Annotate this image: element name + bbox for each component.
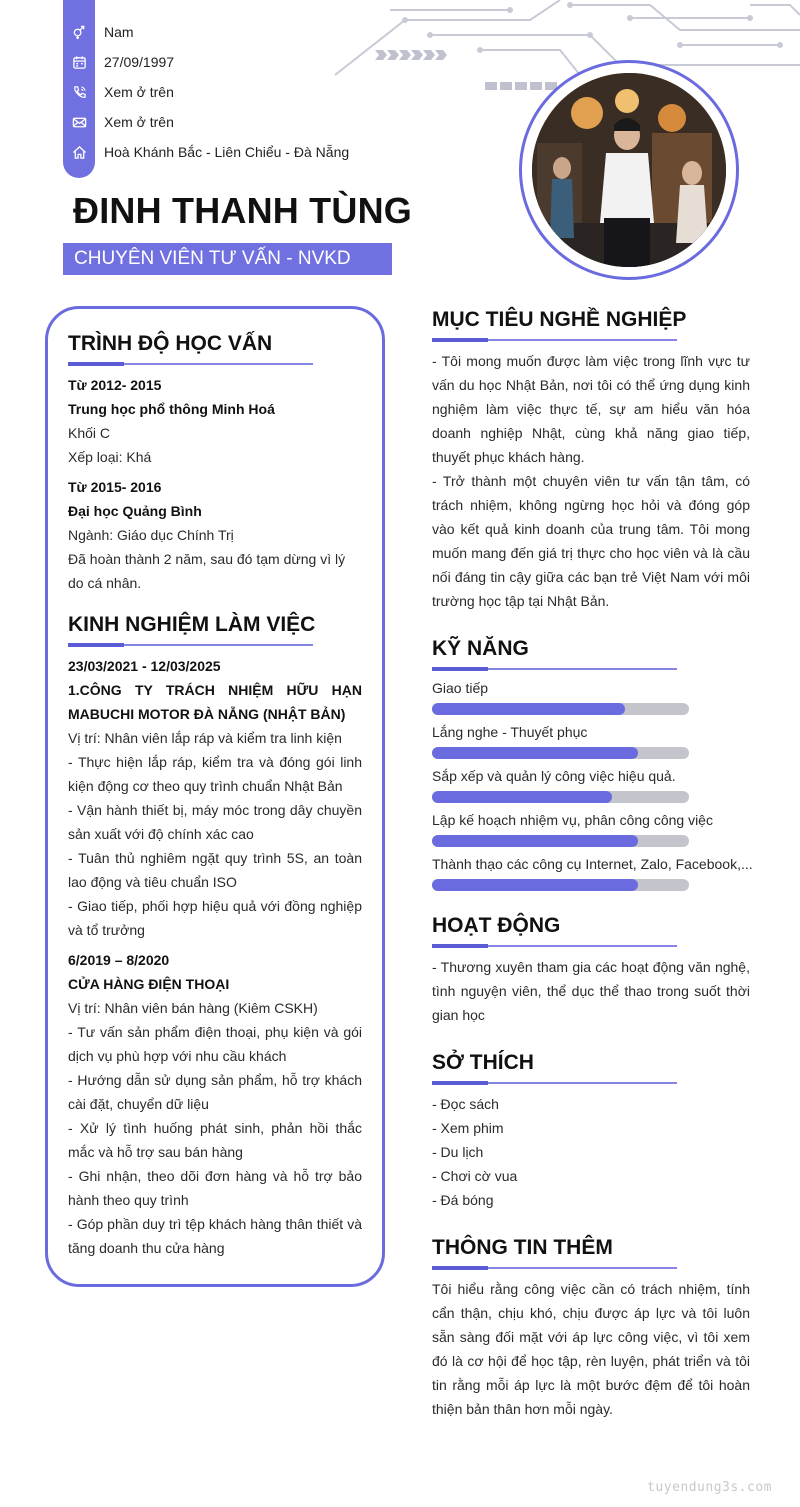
hobby-item: - Du lịch bbox=[432, 1144, 484, 1160]
experience-period: 6/2019 – 8/2020 bbox=[68, 952, 170, 968]
contact-address bbox=[63, 137, 349, 167]
education-detail: Đã hoàn thành 2 năm, sau đó tạm dừng vì lý do cá nhân. bbox=[68, 551, 346, 591]
skills-section bbox=[432, 635, 753, 891]
calendar-icon bbox=[63, 55, 95, 70]
hobby-item: - Chơi cờ vua bbox=[432, 1168, 518, 1184]
skill-name: Thành thạo các công cụ Internet, Zalo, Facebook,... bbox=[432, 856, 753, 872]
skill-bar-track bbox=[432, 791, 689, 803]
skill-name: Lắng nghe - Thuyết phục bbox=[432, 724, 588, 740]
hobbies-section bbox=[432, 1049, 750, 1212]
experience-company: CỬA HÀNG ĐIỆN THOẠI bbox=[68, 976, 230, 992]
home-icon bbox=[63, 145, 95, 160]
experience-task: - Xử lý tình huống phát sinh, phản hồi thắc mắc và hỗ trợ sau bán hàng bbox=[68, 1120, 362, 1160]
left-column bbox=[68, 330, 362, 1260]
skill-bar-fill bbox=[432, 703, 625, 715]
objective-section bbox=[432, 306, 750, 613]
experience-position: Vị trí: Nhân viên bán hàng (Kiêm CSKH) bbox=[68, 1000, 318, 1016]
experience-task: - Vận hành thiết bị, máy móc trong dây chuyền sản xuất với độ chính xác cao bbox=[68, 802, 362, 842]
address-text: Hoà Khánh Bắc - Liên Chiểu - Đà Nẵng bbox=[104, 144, 350, 160]
skill-bar-fill bbox=[432, 747, 638, 759]
objective-title: MỤC TIÊU NGHỀ NGHIỆP bbox=[432, 308, 687, 331]
skill-item bbox=[432, 766, 750, 803]
education-detail: Xếp loại: Khá bbox=[68, 449, 152, 465]
skill-name: Giao tiếp bbox=[432, 680, 489, 696]
experience-task: - Ghi nhận, theo dõi đơn hàng và hỗ trợ bảo hành theo quy trình bbox=[68, 1168, 362, 1208]
additional-info-underline bbox=[432, 1267, 677, 1269]
skill-item bbox=[432, 854, 753, 891]
experience-underline bbox=[68, 644, 313, 646]
experience-task: - Thực hiện lắp ráp, kiểm tra và đóng gói linh kiện động cơ theo quy trình chuẩn Nhật Bản bbox=[68, 754, 362, 794]
skill-name: Lập kế hoạch nhiệm vụ, phân công công việc bbox=[432, 812, 713, 828]
experience-task: - Tuân thủ nghiêm ngặt quy trình 5S, an toàn lao động và tiêu chuẩn ISO bbox=[68, 850, 362, 890]
objective-underline bbox=[432, 339, 677, 341]
skill-bar-track bbox=[432, 835, 689, 847]
skills-title: KỸ NĂNG bbox=[432, 637, 529, 660]
objective-paragraph: - Trở thành một chuyên viên tư vấn tận tâm, có trách nhiệm, không ngừng học hỏi và đóng góp vào kết quả kinh doanh của trung tâm. Tôi mong muốn mang đến giá trị thực cho học viên và là cầu nối đáng tin cậy giữa các bạn trẻ Việt Nam với môi trường học tập tại Nhật Bản. bbox=[432, 473, 750, 609]
activities-title: HOẠT ĐỘNG bbox=[432, 914, 561, 937]
experience-company: 1.CÔNG TY TRÁCH NHIỆM HỮU HẠN MABUCHI MOTOR ĐÀ NẴNG (NHẬT BẢN) bbox=[68, 682, 362, 722]
hobbies-underline bbox=[432, 1082, 677, 1084]
contact-list bbox=[63, 17, 349, 167]
contact-gender bbox=[63, 17, 349, 47]
hobby-item: - Đọc sách bbox=[432, 1096, 499, 1112]
skill-bar-fill bbox=[432, 835, 638, 847]
skills-underline bbox=[432, 668, 677, 670]
hobby-item: - Xem phim bbox=[432, 1120, 504, 1136]
experience-period: 23/03/2021 - 12/03/2025 bbox=[68, 658, 221, 674]
education-school: Đại học Quảng Bình bbox=[68, 503, 202, 519]
experience-position: Vị trí: Nhân viên lắp ráp và kiểm tra linh kiện bbox=[68, 730, 342, 746]
portrait-illustration bbox=[532, 73, 726, 267]
skill-bar-track bbox=[432, 747, 689, 759]
gender-text: Nam bbox=[104, 24, 134, 40]
skill-item bbox=[432, 810, 750, 847]
activities-section bbox=[432, 912, 750, 1027]
watermark-text: tuyendung3s.com bbox=[647, 1480, 772, 1495]
education-underline bbox=[68, 363, 313, 365]
experience-section bbox=[68, 611, 362, 1260]
contact-email bbox=[63, 107, 349, 137]
avatar-photo bbox=[532, 73, 726, 267]
objective-paragraph: - Tôi mong muốn được làm việc trong lĩnh vực tư vấn du học Nhật Bản, nơi tôi có thể ứng dụng kinh nghiệm làm việc thực tế, sự am hiểu văn hóa doanh nghiệp Nhật, cùng khả năng giao tiếp, thuyết phục khách hàng. bbox=[432, 353, 750, 465]
experience-title: KINH NGHIỆM LÀM VIỆC bbox=[68, 613, 316, 636]
education-detail: Khối C bbox=[68, 425, 111, 441]
contact-phone bbox=[63, 77, 349, 107]
skill-bar-track bbox=[432, 879, 689, 891]
education-period: Từ 2012- 2015 bbox=[68, 377, 162, 393]
contact-birthday bbox=[63, 47, 349, 77]
skill-name: Sắp xếp và quản lý công việc hiệu quả. bbox=[432, 768, 676, 784]
education-period: Từ 2015- 2016 bbox=[68, 479, 162, 495]
additional-info-title: THÔNG TIN THÊM bbox=[432, 1236, 613, 1259]
hobby-item: - Đá bóng bbox=[432, 1192, 494, 1208]
skill-bar-fill bbox=[432, 879, 638, 891]
email-text: Xem ở trên bbox=[104, 114, 174, 130]
skill-bar-fill bbox=[432, 791, 612, 803]
right-column bbox=[432, 306, 753, 1421]
mail-icon bbox=[63, 115, 95, 130]
additional-info-text: Tôi hiểu rằng công việc cần có trách nhiệm, tính cẩn thận, chịu khó, chịu được áp lực và tôi luôn sẵn sàng đối mặt với áp lực công việc, vì tôi xem đó là cơ hội để học tập, rèn luyện, phát triển và tôi tin rằng mỗi áp lực là một bước đệm để tôi hoàn thiện bản thân hơn mỗi ngày. bbox=[432, 1281, 750, 1417]
activities-text: - Thương xuyên tham gia các hoạt động văn nghệ, tình nguyện viên, thể dục thể thao trong suốt thời gian học bbox=[432, 959, 750, 1023]
skill-item bbox=[432, 722, 750, 759]
education-detail: Ngành: Giáo dục Chính Trị bbox=[68, 527, 234, 543]
experience-task: - Góp phần duy trì tệp khách hàng thân thiết và tăng doanh thu cửa hàng bbox=[68, 1216, 362, 1256]
phone-text: Xem ở trên bbox=[104, 84, 174, 100]
gender-icon bbox=[63, 25, 95, 40]
education-section bbox=[68, 330, 362, 595]
candidate-name: ĐINH THANH TÙNG bbox=[73, 190, 412, 231]
education-school: Trung học phổ thông Minh Hoá bbox=[68, 401, 275, 417]
additional-info-section bbox=[432, 1234, 750, 1421]
job-title-banner: CHUYÊN VIÊN TƯ VẤN - NVKD bbox=[63, 243, 392, 275]
skill-bar-track bbox=[432, 703, 689, 715]
birthday-text: 27/09/1997 bbox=[104, 54, 175, 70]
activities-underline bbox=[432, 945, 677, 947]
experience-task: - Tư vấn sản phẩm điện thoại, phụ kiện và gói dịch vụ phù hợp với nhu cầu khách bbox=[68, 1024, 362, 1064]
experience-task: - Giao tiếp, phối hợp hiệu quả với đồng nghiệp và tổ trưởng bbox=[68, 898, 362, 938]
experience-task: - Hướng dẫn sử dụng sản phẩm, hỗ trợ khách cài đặt, chuyển dữ liệu bbox=[68, 1072, 362, 1112]
skill-item bbox=[432, 678, 750, 715]
education-title: TRÌNH ĐỘ HỌC VẤN bbox=[68, 332, 273, 355]
phone-icon bbox=[63, 85, 95, 100]
hobbies-title: SỞ THÍCH bbox=[432, 1051, 534, 1074]
